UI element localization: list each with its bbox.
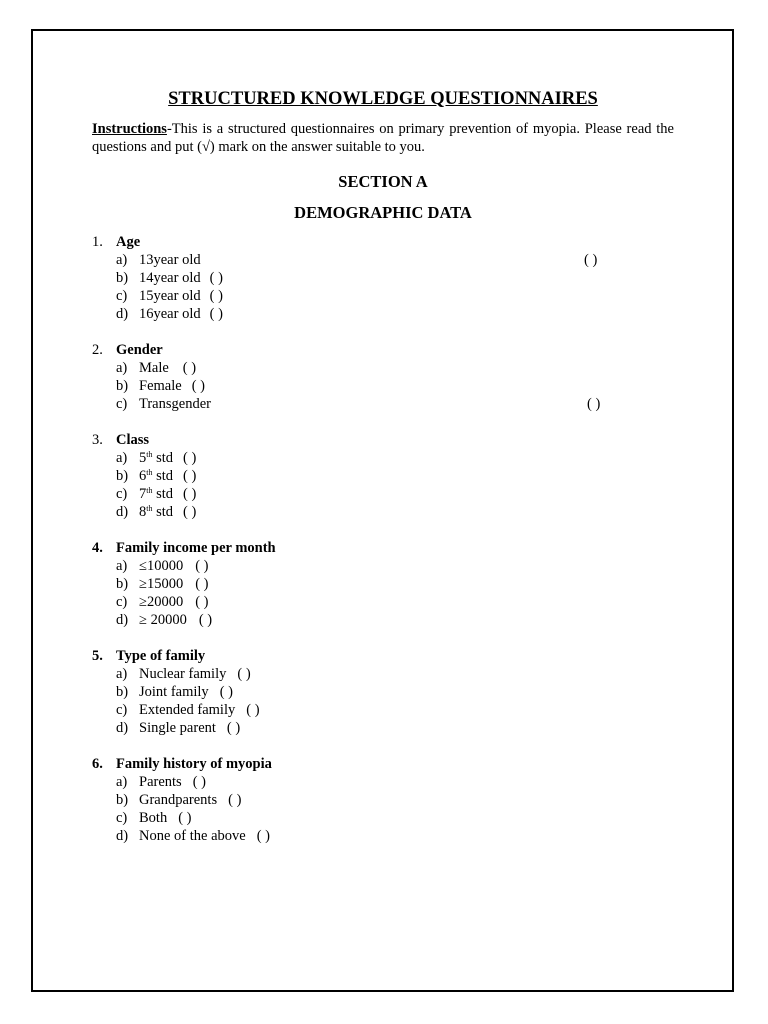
answer-checkbox[interactable]: ( ) (183, 485, 197, 502)
option-letter: d) (116, 503, 129, 520)
option-item[interactable] (92, 791, 674, 809)
option-letter: d) (116, 827, 129, 844)
instructions-label: Instructions (92, 121, 167, 137)
question-family-income (92, 539, 674, 629)
instructions-text: -This is a structured questionnaires on primary prevention of myopia. Please read the questions and put (√) mark on the answer suitable to you. (92, 121, 674, 155)
option-text: Female (139, 377, 182, 394)
option-item[interactable] (92, 359, 674, 377)
answer-checkbox[interactable]: ( ) (226, 719, 241, 736)
option-letter: b) (116, 269, 129, 286)
option-letter: a) (116, 449, 128, 466)
option-item[interactable] (92, 575, 674, 593)
answer-checkbox[interactable]: ( ) (209, 287, 223, 304)
instructions (92, 120, 674, 156)
option-letter: d) (116, 611, 129, 628)
answer-checkbox[interactable]: ( ) (256, 827, 270, 844)
option-letter: a) (116, 557, 128, 574)
option-text: Extended family (139, 701, 236, 718)
section-heading: SECTION A (338, 171, 428, 191)
option-letter: a) (116, 359, 128, 376)
option-item[interactable] (92, 611, 674, 629)
answer-checkbox[interactable]: ( ) (209, 305, 223, 322)
question-number: 3. (92, 431, 103, 448)
answer-checkbox[interactable]: ( ) (246, 701, 260, 718)
question-text: Family history of myopia (116, 755, 272, 772)
answer-checkbox[interactable]: ( ) (183, 449, 197, 466)
answer-checkbox[interactable]: ( ) (587, 395, 601, 412)
section-subtitle: DEMOGRAPHIC DATA (294, 202, 472, 222)
option-item[interactable] (92, 503, 674, 521)
option-letter: b) (116, 377, 129, 394)
option-text: 5th std (139, 449, 174, 466)
option-text: 6th std (139, 467, 174, 484)
question-class (92, 431, 674, 521)
option-letter: b) (116, 575, 129, 592)
option-text: Single parent (139, 719, 216, 736)
question-text: Class (116, 431, 150, 448)
option-item[interactable] (92, 377, 674, 395)
question-number: 4. (92, 539, 103, 556)
option-text: Grandparents (139, 791, 218, 808)
answer-checkbox[interactable]: ( ) (584, 251, 598, 268)
option-item[interactable] (92, 683, 674, 701)
question-text: Age (116, 233, 141, 250)
option-letter: a) (116, 665, 128, 682)
option-text: 7th std (139, 485, 174, 502)
option-text: 8th std (139, 503, 174, 520)
question-number: 6. (92, 755, 103, 772)
answer-checkbox[interactable]: ( ) (237, 665, 251, 682)
option-item[interactable] (92, 809, 674, 827)
question-number: 2. (92, 341, 103, 358)
option-item[interactable] (92, 449, 674, 467)
answer-checkbox[interactable]: ( ) (195, 575, 209, 592)
option-text: ≤10000 (139, 557, 184, 574)
option-text: Male (139, 359, 169, 376)
option-text: None of the above (139, 827, 246, 844)
question-type-of-family (92, 647, 674, 737)
answer-checkbox[interactable]: ( ) (228, 791, 242, 808)
option-item[interactable] (92, 701, 674, 719)
option-text: 14year old (139, 269, 201, 286)
option-text: 16year old (139, 305, 201, 322)
question-text: Type of family (116, 647, 206, 664)
option-letter: a) (116, 773, 128, 790)
option-item[interactable] (92, 665, 674, 683)
answer-checkbox[interactable]: ( ) (219, 683, 233, 700)
option-item[interactable] (92, 395, 674, 413)
option-letter: c) (116, 287, 128, 304)
document-title: STRUCTURED KNOWLEDGE QUESTIONNAIRES (168, 89, 598, 109)
question-gender (92, 341, 674, 413)
option-item[interactable] (92, 305, 674, 323)
question-age (92, 233, 674, 323)
answer-checkbox[interactable]: ( ) (178, 809, 192, 826)
option-text: Transgender (139, 395, 211, 412)
option-letter: c) (116, 395, 128, 412)
option-item[interactable] (92, 593, 674, 611)
question-text: Family income per month (116, 539, 276, 556)
option-text: Both (139, 809, 168, 826)
option-item[interactable] (92, 485, 674, 503)
question-text: Gender (116, 341, 163, 358)
option-item[interactable] (92, 719, 674, 737)
question-number: 1. (92, 233, 103, 250)
option-letter: c) (116, 593, 128, 610)
option-text: Parents (139, 773, 182, 790)
option-text: ≥20000 (139, 593, 184, 610)
answer-checkbox[interactable]: ( ) (192, 773, 206, 790)
option-item[interactable] (92, 287, 674, 305)
answer-checkbox[interactable]: ( ) (209, 269, 223, 286)
option-item[interactable] (92, 827, 674, 845)
option-letter: a) (116, 251, 128, 268)
answer-checkbox[interactable]: ( ) (195, 593, 209, 610)
option-letter: c) (116, 485, 128, 502)
question-number: 5. (92, 647, 103, 664)
answer-checkbox[interactable]: ( ) (195, 557, 209, 574)
answer-checkbox[interactable]: ( ) (183, 467, 197, 484)
option-text: ≥ 20000 (139, 611, 187, 628)
answer-checkbox[interactable]: ( ) (183, 503, 197, 520)
option-text: Nuclear family (139, 665, 227, 682)
option-item[interactable] (92, 251, 674, 269)
option-letter: d) (116, 305, 129, 322)
option-text: 15year old (139, 287, 201, 304)
option-letter: b) (116, 467, 129, 484)
answer-checkbox[interactable]: ( ) (198, 611, 213, 628)
option-text: Joint family (139, 683, 209, 700)
answer-checkbox[interactable]: ( ) (182, 359, 197, 376)
option-item[interactable] (92, 467, 674, 485)
option-letter: b) (116, 791, 129, 808)
option-letter: d) (116, 719, 129, 736)
answer-checkbox[interactable]: ( ) (191, 377, 205, 394)
option-text: ≥15000 (139, 575, 184, 592)
question-family-history (92, 755, 674, 845)
option-letter: c) (116, 701, 128, 718)
option-item[interactable] (92, 773, 674, 791)
option-text: 13year old (139, 251, 201, 268)
option-letter: c) (116, 809, 128, 826)
option-item[interactable] (92, 557, 674, 575)
option-item[interactable] (92, 269, 674, 287)
option-letter: b) (116, 683, 129, 700)
questionnaire-page (92, 86, 674, 845)
